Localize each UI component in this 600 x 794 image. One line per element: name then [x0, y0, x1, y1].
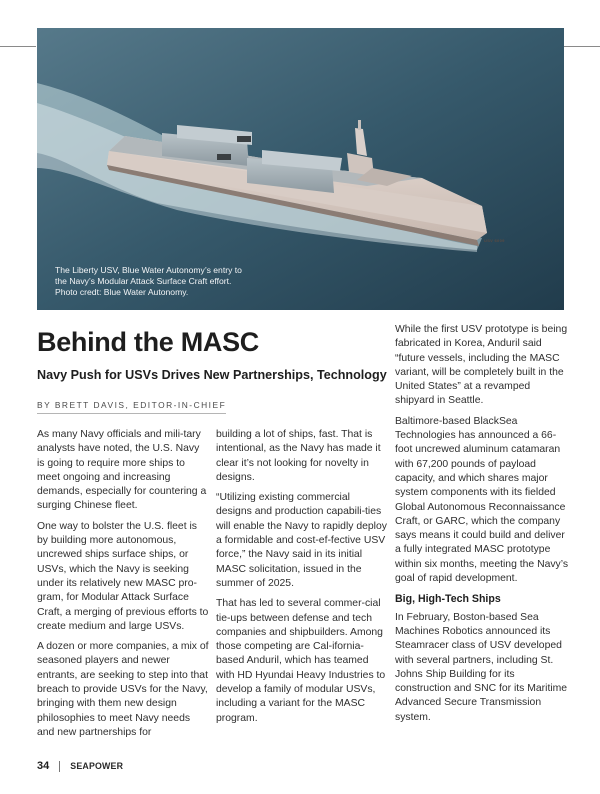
paragraph: As many Navy officials and mili-tary analysts have noted, the U.S. Navy is going to require more ships to meet ongoing and increasing demands, especially for countering a surging Chinese fleet.: [37, 429, 207, 512]
header-rule-right: [564, 46, 600, 47]
hull-marking: USV 6009: [484, 238, 505, 243]
body-column-2: [216, 428, 388, 732]
section-heading: Big, High-Tech Ships: [395, 593, 501, 606]
magazine-name: SEAPOWER: [70, 761, 124, 771]
paragraph: One way to bolster the U.S. fleet is by building more autonomous, uncrewed ships surface ships, or USVs, which the Navy is seeking under its relatively new MASC pro-gram, for Modular Attack Surface Craft, a merging of previous efforts to create medium and large USVs.: [37, 520, 209, 632]
page-number: 34: [37, 760, 50, 772]
hero-photo: [37, 28, 564, 310]
footer-divider: [59, 761, 60, 772]
body-column-1: [37, 428, 209, 746]
paragraph: In February, Boston-based Sea Machines Robotics announced its Steamracer class of USV developed with several partners, including St. Johns Ship Building for its construction and SNC for its Maritime Advanced Secure Transmission system.: [395, 611, 568, 723]
article-title: Behind the MASC: [37, 327, 259, 357]
photo-caption: The Liberty USV, Blue Water Autonomy’s entry to the Navy’s Modular Attack Surface Craft effort. Photo credt: Blue Water Autonomy.: [55, 265, 242, 297]
header-rule-left: [0, 46, 36, 47]
body-column-3: [395, 323, 570, 731]
paragraph: “Utilizing existing commercial designs and production capabili-ties will enable the Navy to rapidly deploy a formidable and cost-ef-fective USV force,” the Navy said in its initial MASC solicitation, issued in the summer of 2025.: [216, 492, 387, 589]
page-footer: [37, 760, 123, 772]
paragraph: A dozen or more companies, a mix of seasoned players and newer entrants, are seeking to step into that breach to provide USVs for the Navy, bringing with them new design philosophies to meet Navy needs and new partnerships for: [37, 641, 209, 738]
paragraph: Baltimore-based BlackSea Technologies has announced a 66-foot uncrewed aluminum catamaran with 67,200 pounds of payload capacity, and which shares major system components with its fielded Global Autonomous Reconnaissance Craft, or GARC, which the company says means it could build and deliver a fully integrated MASC prototype within six months, meeting the Navy’s goal of rapid development.: [395, 415, 569, 585]
paragraph: building a lot of ships, fast. That is intentional, as the Navy has made it clear it’s not looking for novelty in designs.: [216, 429, 381, 483]
byline: BY BRETT DAVIS, EDITOR-IN-CHIEF: [37, 400, 226, 414]
article-subtitle: Navy Push for USVs Drives New Partnerships, Technology: [37, 368, 387, 382]
paragraph: While the first USV prototype is being fabricated in Korea, Anduril said “future vessels, including the MASC variant, will be completely built in the United States” at a revamped shipyard in Seattle.: [395, 324, 568, 407]
paragraph: That has led to several commer-cial tie-ups between defense and tech companies and shipbuilders. Among those competing are Cal-ifornia-based Anduril, which has teamed with HD Hyundai Heavy Industries to develop a family of modular USVs, including a variant for the MASC program.: [216, 598, 386, 724]
